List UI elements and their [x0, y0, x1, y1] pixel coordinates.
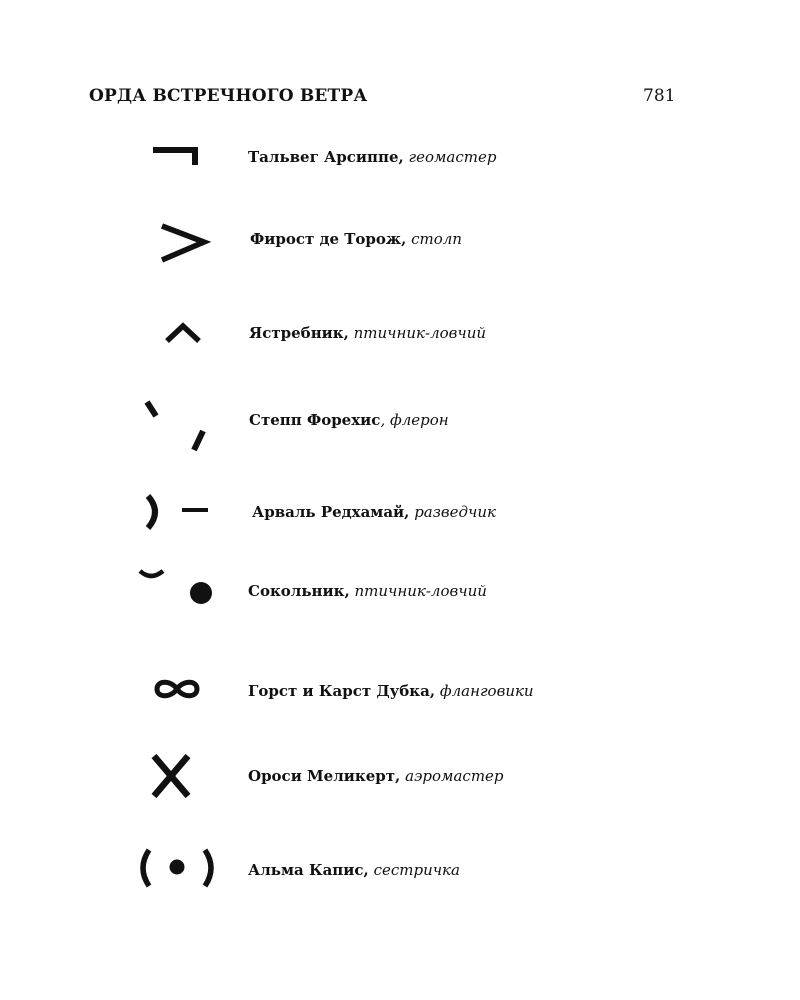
entry-role: аэромастер [405, 767, 504, 785]
page-number: 781 [643, 86, 676, 106]
entry-role: столп [411, 230, 462, 248]
roster-entry [248, 767, 504, 785]
x-mark-icon [148, 752, 194, 800]
entry-role: , флерон [380, 411, 449, 429]
entry-role: фланговики [439, 682, 534, 700]
caret-up-icon [164, 322, 202, 344]
entry-name: Альма Капис, [248, 861, 369, 879]
entry-name: Тальвег Арсиппе, [248, 148, 404, 166]
entry-role: птичник-ловчий [354, 582, 487, 600]
entry-role: птичник-ловчий [353, 324, 487, 342]
entry-name: Ороси Меликерт, [248, 767, 401, 785]
entry-role: разведчик [414, 503, 496, 521]
entry-role: сестричка [373, 861, 460, 879]
running-title: ОРДА ВСТРЕЧНОГО ВЕТРА [89, 86, 368, 106]
entry-name: Сокольник, [248, 582, 350, 600]
paren-dash-icon [142, 492, 212, 532]
entry-name: Фирост де Торож, [250, 230, 407, 248]
roster-entry [248, 861, 460, 879]
roster-entry [250, 230, 462, 248]
roster-entry [248, 148, 496, 166]
entry-name: Горст и Карст Дубка, [248, 682, 436, 700]
roster-entry [248, 582, 487, 600]
infinity-icon [152, 676, 202, 702]
roster-entry [249, 411, 449, 429]
entry-name: Ястребник, [249, 324, 349, 342]
roster-entry [249, 324, 486, 342]
corner-bracket-icon [150, 145, 200, 167]
entry-name: Арваль Редхамай, [252, 503, 410, 521]
bracketed-dot-icon [135, 846, 219, 890]
roster-entry [252, 503, 496, 521]
roster-entry [248, 682, 534, 700]
grave-acute-strokes-icon [140, 398, 210, 454]
entry-name: Степп Форехис [249, 411, 381, 429]
breve-dot-icon [136, 564, 216, 606]
entry-role: геомастер [408, 148, 497, 166]
greater-than-icon [158, 222, 210, 264]
